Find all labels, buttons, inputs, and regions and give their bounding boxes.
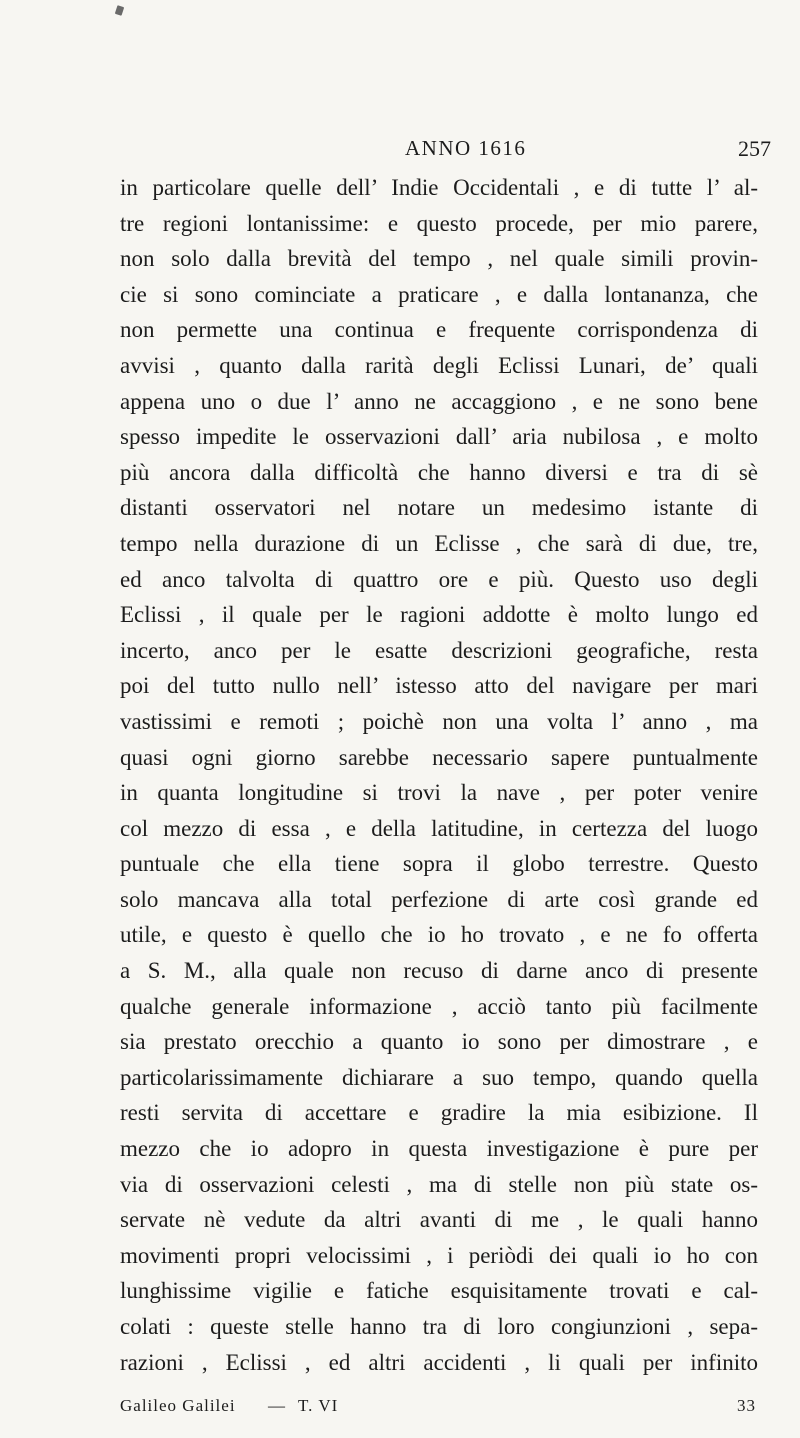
text-line: quasi ogni giorno sarebbe necessario sapere puntualmente [120,744,758,770]
text-line: utile, e questo è quello che io ho trovato , e ne fo offerta [120,922,758,948]
text-line: più ancora dalla difficoltà che hanno diversi e tra di sè [120,459,758,485]
text-line: non permette una continua e frequente corrispondenza di [120,317,758,343]
text-line: via di osservazioni celesti , ma di stelle non più state os- [120,1171,758,1197]
text-line: qualche generale informazione , acciò tanto più facilmente [120,993,758,1019]
running-head: ANNO 1616 [405,136,527,160]
text-line: mezzo che io adopro in questa investigazione è pure per [120,1136,758,1162]
text-line: tre regioni lontanissime: e questo procede, per mio parere, [120,210,758,236]
text-line: appena uno o due l’ anno ne accaggiono , e ne sono bene [120,388,758,414]
text-line: colati : queste stelle hanno tra di loro congiunzioni , sepa- [120,1314,758,1339]
text-line: avvisi , quanto dalla rarità degli Eclissi Lunari, de’ quali [120,352,758,378]
text-line: lunghissime vigilie e fatiche esquisitamente trovati e cal- [120,1278,758,1304]
text-line: razioni , Eclissi , ed altri accidenti , li quali per infinito [120,1349,758,1375]
text-line: poi del tutto nullo nell’ istesso atto del navigare per mari [120,673,758,699]
text-line: sia prestato orecchio a quanto io sono per dimostrare , e [120,1029,758,1055]
text-line: spesso impedite le osservazioni dall’ aria nubilosa , e molto [120,424,758,450]
text-line: resti servita di accettare e gradire la mia esibizione. Il [120,1100,758,1126]
page-footer [120,1396,758,1420]
text-line: incerto, anco per le esatte descrizioni geografiche, resta [120,637,758,663]
text-line: in quanta longitudine si trovi la nave , per poter venire [120,780,758,806]
ink-speck [115,5,124,16]
text-line: particolarissimamente dichiarare a suo tempo, quando quella [120,1064,758,1090]
text-line: distanti osservatori nel notare un medesimo istante di [120,495,758,521]
footer-volume: T. VI [298,1396,339,1415]
text-line: vastissimi e remoti ; poichè non una volta l’ anno , ma [120,708,758,734]
text-line: col mezzo di essa , e della latitudine, in certezza del luogo [120,815,758,841]
text-line: tempo nella durazione di un Eclisse , che sarà di due, tre, [120,530,758,556]
footer-author: Galileo Galilei [120,1396,236,1415]
text-line: a S. M., alla quale non recuso di darne anco di presente [120,958,758,984]
text-line: Eclissi , il quale per le ragioni addotte è molto lungo ed [120,602,758,628]
text-line: non solo dalla brevità del tempo , nel quale simili provin- [120,246,758,272]
footer-signature: 33 [737,1396,756,1415]
page-number: 257 [738,136,771,161]
text-line: ed anco talvolta di quattro ore e più. Questo uso degli [120,566,758,592]
text-line: movimenti propri velocissimi , i periòdi dei quali io ho con [120,1242,758,1268]
footer-separator: — [268,1396,286,1415]
text-line: servate nè vedute da altri avanti di me , le quali hanno [120,1207,758,1233]
body-text [120,170,758,1380]
text-line: puntuale che ella tiene sopra il globo terrestre. Questo [120,851,758,877]
text-line: in particolare quelle dell’ Indie Occidentali , e di tutte l’ al- [120,175,758,200]
text-line: solo mancava alla total perfezione di arte così grande ed [120,886,758,912]
text-line: cie si sono cominciate a praticare , e dalla lontananza, che [120,281,758,307]
